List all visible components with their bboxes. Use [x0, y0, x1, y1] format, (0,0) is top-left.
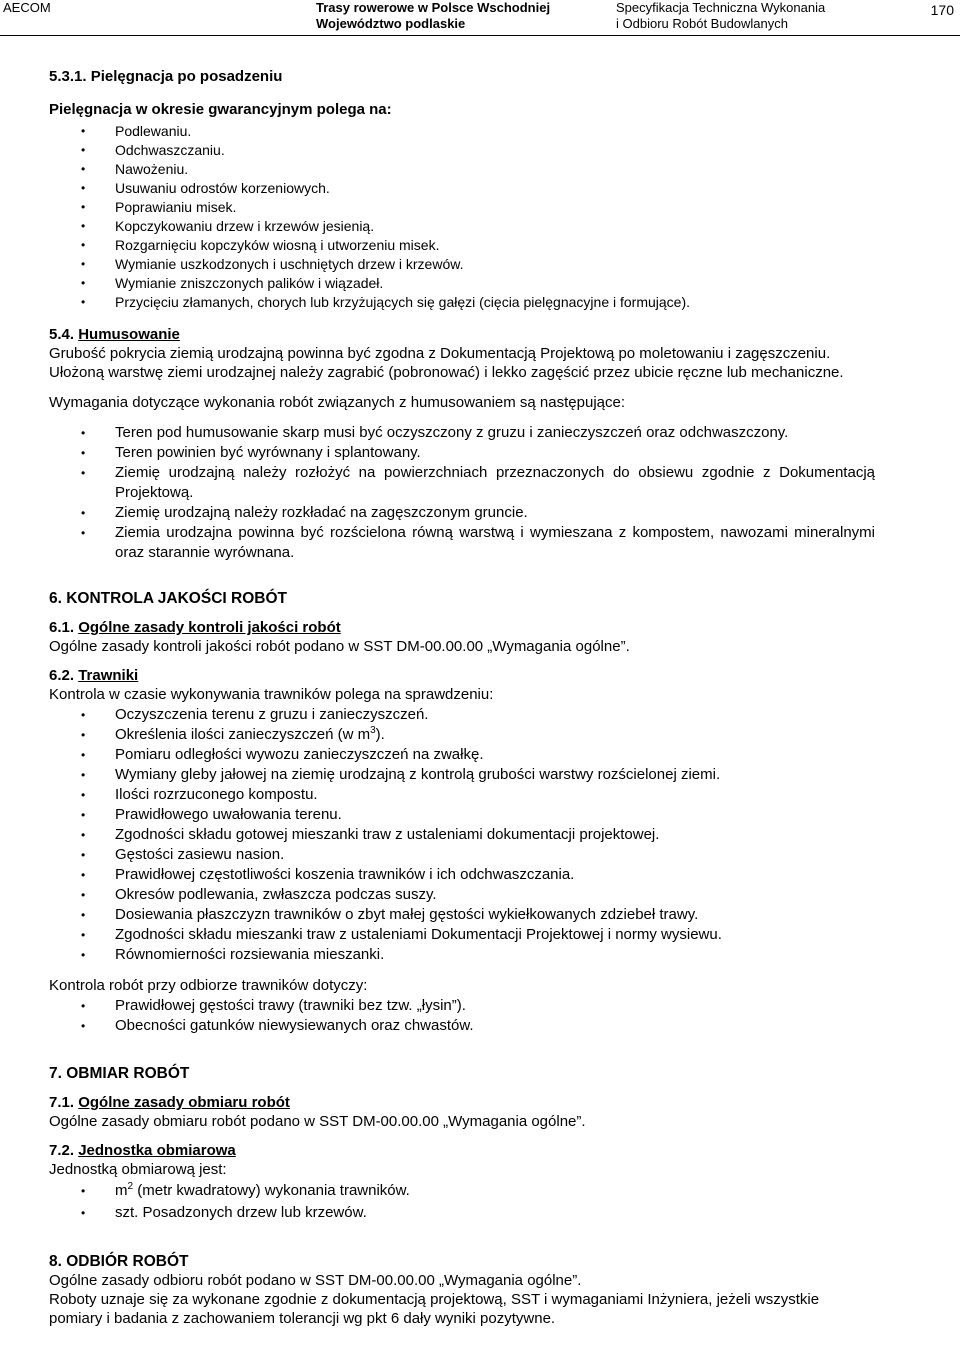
list-item: • Obecności gatunków niewysiewanych oraz chwastów. — [49, 1016, 875, 1036]
list-item: • Zgodności składu mieszanki traw z ustaleniami Dokumentacji Projektowej i normy wysiewu. — [49, 925, 875, 945]
list-item: • Oczyszczenia terenu z gruzu i zanieczyszczeń. — [49, 705, 875, 725]
unit-intro: Jednostką obmiarową jest: — [49, 1161, 227, 1178]
care-list — [49, 122, 875, 312]
section-heading-7: 7. OBMIAR ROBÓT — [49, 1065, 190, 1082]
section-heading-6-1: 6.1. Ogólne zasady kontroli jakości robót — [49, 619, 341, 636]
humus-requirements-intro: Wymagania dotyczące wykonania robót związanych z humusowaniem są następujące: — [49, 394, 625, 411]
list-item: • Zgodności składu gotowej mieszanki traw z ustaleniami dokumentacji projektowej. — [49, 825, 875, 845]
list-item: • Wymiany gleby jałowej na ziemię urodzajną z kontrolą grubości warstwy rozścielonej ziemi. — [49, 765, 875, 785]
list-item: • Pomiaru odległości wywozu zanieczyszczeń na zwałkę. — [49, 745, 875, 765]
list-item: • Rozgarnięciu kopczyków wiosną i utworzeniu misek. — [49, 236, 875, 255]
project-title: Trasy rowerowe w Polsce Wschodniej Województwo podlaskie — [316, 0, 551, 31]
list-item: • Kopczykowaniu drzew i krzewów jesienią. — [49, 217, 875, 236]
receipt-general-text: Ogólne zasady odbioru robót podano w SST DM-00.00.00 „Wymagania ogólne”. — [49, 1272, 582, 1289]
list-item: • Prawidłowego uwałowania terenu. — [49, 805, 875, 825]
list-item: • Nawożeniu. — [49, 160, 875, 179]
list-item: • Prawidłowej częstotliwości koszenia trawników i ich odchwaszczania. — [49, 865, 875, 885]
list-item: • Ziemia urodzajna powinna być rozścielona równą warstwą i wymieszana z kompostem, nawozami mineralnymi oraz starannie wyrównana. — [49, 523, 875, 563]
section-heading-6: 6. KONTROLA JAKOŚCI ROBÓT — [49, 590, 287, 607]
spec-title: Specyfikacja Techniczna Wykonania i Odbioru Robót Budowlanych — [616, 0, 826, 31]
lawn-receipt-list — [49, 996, 875, 1036]
list-item: • szt. Posadzonych drzew lub krzewów. — [49, 1202, 875, 1224]
list-item: • Wymianie zniszczonych palików i wiązadeł. — [49, 274, 875, 293]
quality-general-text: Ogólne zasady kontroli jakości robót podano w SST DM-00.00.00 „Wymagania ogólne”. — [49, 638, 630, 655]
measurement-general-text: Ogólne zasady obmiaru robót podano w SST DM-00.00.00 „Wymagania ogólne”. — [49, 1113, 586, 1130]
list-item: • Przycięciu złamanych, chorych lub krzyżujących się gałęzi (cięcia pielęgnacyjne i formujące). — [49, 293, 875, 312]
list-item: • Teren pod humusowanie skarp musi być oczyszczony z gruzu i zanieczyszczeń oraz odchwaszczony. — [49, 423, 875, 443]
section-heading-7-2: 7.2. Jednostka obmiarowa — [49, 1142, 236, 1159]
humus-requirements-list — [49, 423, 875, 563]
company-name: AECOM — [3, 0, 51, 15]
list-item: • Ziemię urodzajną należy rozkładać na zagęszczonym gruncie. — [49, 503, 875, 523]
list-item: • Ziemię urodzajną należy rozłożyć na powierzchniach przeznaczonych do obsiewu zgodnie z Dokumentacją Projektową. — [49, 463, 875, 503]
lawn-check-intro: Kontrola w czasie wykonywania trawników polega na sprawdzeniu: — [49, 686, 494, 703]
humus-paragraph: Grubość pokrycia ziemią urodzajną powinna być zgodna z Dokumentacją Projektową po moletowaniu i zagęszczeniu. Ułożoną warstwę ziemi urodzajnej należy zagrabić (pobronować) i lekko zagęścić przez ubicie ręczne lub mechaniczne. — [49, 345, 844, 381]
list-item: • Ilości rozrzuconego kompostu. — [49, 785, 875, 805]
list-item: • Wymianie uszkodzonych i uschniętych drzew i krzewów. — [49, 255, 875, 274]
list-item: • Okresów podlewania, zwłaszcza podczas suszy. — [49, 885, 875, 905]
list-item: • Usuwaniu odrostów korzeniowych. — [49, 179, 875, 198]
receipt-condition-text: Roboty uznaje się za wykonane zgodnie z dokumentacją projektową, SST i wymaganiami Inżyniera, jeżeli wszystkie pomiary i badania z zachowaniem tolerancji wg pkt 6 dały wyniki pozytywne. — [49, 1291, 820, 1327]
section-intro-5-3-1: Pielęgnacja w okresie gwarancyjnym polega na: — [49, 101, 392, 118]
unit-list — [49, 1180, 875, 1224]
page-number: 170 — [930, 2, 954, 18]
list-item: • Określenia ilości zanieczyszczeń (w $m^3$). — [49, 725, 875, 745]
document-body — [49, 67, 875, 1328]
list-item: • Równomierności rozsiewania mieszanki. — [49, 945, 875, 965]
list-item: • Odchwaszczaniu. — [49, 141, 875, 160]
list-item: • Dosiewania płaszczyzn trawników o zbyt małej gęstości wykiełkowanych zdziebeł trawy. — [49, 905, 875, 925]
page-header — [0, 0, 960, 36]
section-heading-6-2: 6.2. Trawniki — [49, 667, 139, 684]
list-item: • Teren powinien być wyrównany i splantowany. — [49, 443, 875, 463]
list-item: • Poprawianiu misek. — [49, 198, 875, 217]
list-item: • Prawidłowej gęstości trawy (trawniki bez tzw. „łysin”). — [49, 996, 875, 1016]
section-heading-5-3-1: 5.3.1. Pielęgnacja po posadzeniu — [49, 68, 283, 85]
section-heading-7-1: 7.1. Ogólne zasady obmiaru robót — [49, 1094, 290, 1111]
lawn-check-list — [49, 705, 875, 965]
lawn-receipt-intro: Kontrola robót przy odbiorze trawników dotyczy: — [49, 977, 368, 994]
section-heading-8: 8. ODBIÓR ROBÓT — [49, 1253, 189, 1270]
list-item: • Gęstości zasiewu nasion. — [49, 845, 875, 865]
list-item: • Podlewaniu. — [49, 122, 875, 141]
list-item: • $m^2$ (metr kwadratowy) wykonania trawników. — [49, 1180, 875, 1202]
section-heading-5-4: 5.4. Humusowanie — [49, 326, 180, 343]
